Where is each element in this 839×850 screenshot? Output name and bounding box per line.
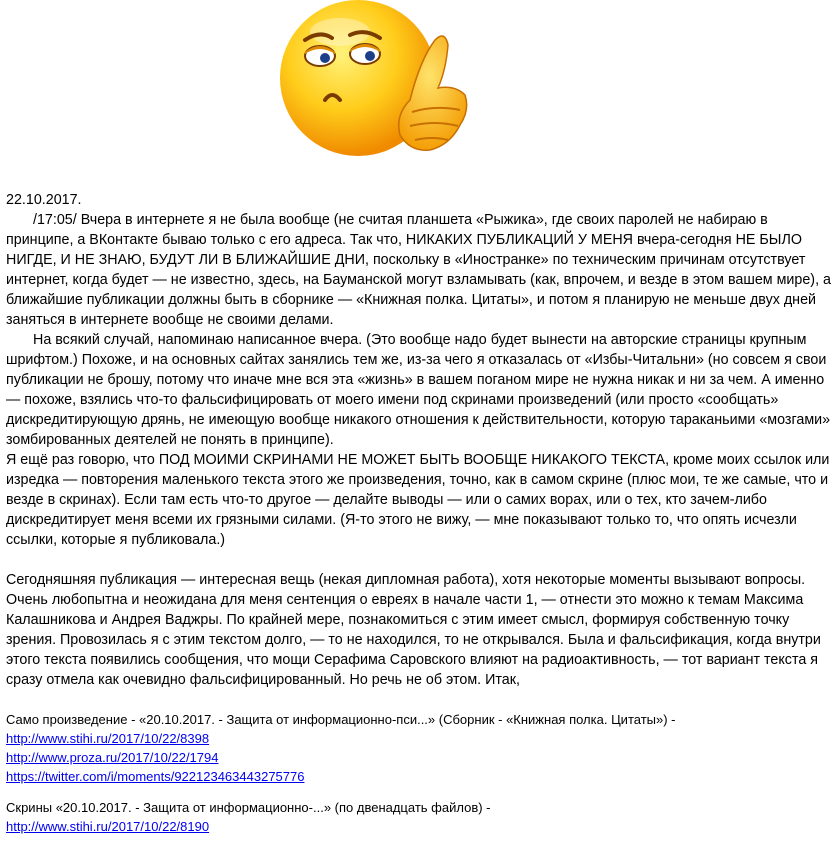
work-label: Само произведение - «20.10.2017. - Защита от информационно-пси...» (Сборник - «Книжная полка. Цитаты») - xyxy=(6,712,676,727)
document-body xyxy=(6,190,836,850)
link-stihi-8190[interactable]: http://www.stihi.ru/2017/10/22/8190 xyxy=(6,819,210,834)
link-twitter-moments[interactable]: https://twitter.com/i/moments/922123463443275776 xyxy=(6,769,305,784)
link-stihi-8398[interactable]: http://www.stihi.ru/2017/10/22/8398 xyxy=(6,731,210,746)
paragraph-3: Я ещё раз говорю, что ПОД МОИМИ СКРИНАМИ НЕ МОЖЕТ БЫТЬ ВООБЩЕ НИКАКОГО ТЕКСТА, кроме моих ссылок или изредка — повторения маленького текста этого же произведения, точно, как в самом скрине (плюс мои, те же самые, что и везде в скринах). Если там есть что-то другое — делайте выводы — или о самих ворах, или о тех, кто зачем-либо дискредитирует меня всеми их грязными силами. (Я-то этого не вижу, — мне показывают только то, что опять исчезли ссылки, которые я публиковала.) xyxy=(6,452,830,548)
paragraph-1: /17:05/ Вчера в интернете я не была вообще (не считая планшета «Рыжика», где своих паролей не набираю в принципе, а ВКонтакте бываю только с его адреса. Так что, НИКАКИХ ПУБЛИКАЦИЙ У МЕНЯ вчера-сегодня НЕ БЫЛО НИГДЕ, И НЕ ЗНАЮ, БУДУТ ЛИ В БЛИЖАЙШИЕ ДНИ, поскольку в «Иностранке» по техническим причинам отсутствует интернет, когда будет — не известно, здесь, на Бауманской могут взламывать (как, впрочем, и везде в этом вашем мире), а ближайшие публикации должны быть в сборнике — «Книжная полка. Цитаты», и потом я планирую не меньше двух дней заняться в интернете вообще не своими делами. xyxy=(6,212,831,328)
paragraph-2: На всякий случай, напоминаю написанное вчера. (Это вообще надо будет вынести на авторские страницы крупным шрифтом.) Похоже, и на основных сайтах занялись тем же, из-за чего я отказалась от «Избы-Читальни» (но совсем я свои публикации не брошу, потому что иначе мне вся эта «жизнь» в вашем поганом мире не нужна никак и ни за чем. А именно — похоже, взялись что-то фальсифицировать от моего имени под скринами произведений (или просто «сообщать» дискредитирующую дрянь, не имеющую вообще никакого отношения к действительности, которую тараканьими «мозгами» зомбированных деятелей не понять в принципе). xyxy=(6,332,831,448)
thinking-emoji-icon xyxy=(270,0,480,160)
link-proza-1794[interactable]: http://www.proza.ru/2017/10/22/1794 xyxy=(6,750,219,765)
cut-off-link xyxy=(6,836,836,850)
paragraph-4: Сегодняшняя публикация — интересная вещь (некая дипломная работа), хотя некоторые моменты вызывают вопросы. Очень любопытна и неожидана для меня сентенция о евреях в начале части 1, — отнести это можно к темам Максима Калашникова и Андрея Ваджры. По крайней мере, познакомиться с этим имеет смысл, формируя собственную точку зрения. Провозилась я с этим текстом долго, — то не находился, то не открывался. Была и фальсификация, когда внутри этого текста появились сообщения, что мощи Серафима Саровского влияют на радиоактивность, — тот вариант текста я сразу отмела как очевидно фальсифицированный. Но речь не об этом. Итак, xyxy=(6,572,821,688)
date-line: 22.10.2017. xyxy=(6,192,82,208)
screens-label: Скрины «20.10.2017. - Защита от информационно-...» (по двенадцать файлов) - xyxy=(6,800,491,815)
